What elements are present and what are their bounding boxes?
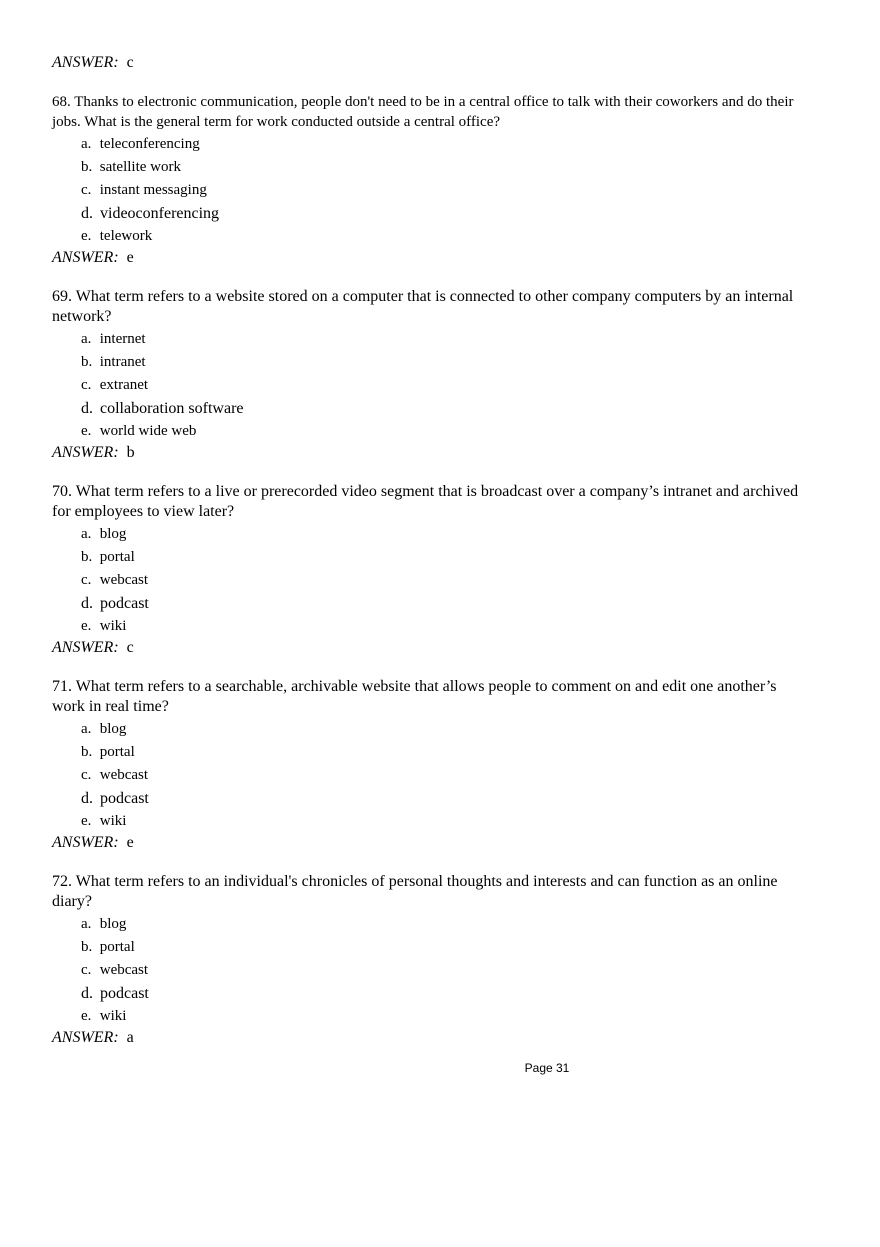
option-letter: c. <box>81 962 92 978</box>
option-b <box>81 741 812 764</box>
option-letter: e. <box>81 1008 92 1024</box>
option-letter: a. <box>81 526 92 542</box>
option-b <box>81 936 812 959</box>
page-number: Page 31 <box>524 1061 570 1075</box>
option-letter: a. <box>81 721 92 737</box>
question-69 <box>52 287 812 463</box>
option-letter: b. <box>81 939 93 955</box>
option-b <box>81 546 812 569</box>
option-letter: b. <box>81 354 93 370</box>
option-text: blog <box>99 721 127 737</box>
answer-value: e <box>126 834 134 851</box>
option-a <box>81 328 812 351</box>
question-71 <box>52 677 812 853</box>
option-letter: d. <box>81 790 93 807</box>
question-68 <box>52 92 812 268</box>
option-text: webcast <box>99 572 149 588</box>
answer-value: c <box>126 54 134 71</box>
question-stem: 71. What term refers to a searchable, archivable website that allows people to comment on and edit one another’s work in real time? <box>52 678 777 715</box>
question-stem: 68. Thanks to electronic communication, people don't need to be in a central office to talk with their coworkers and do their jobs. What is the general term for work conducted outside a central office? <box>52 94 794 130</box>
option-letter: b. <box>81 549 93 565</box>
previous-answer <box>52 53 812 73</box>
question-stem: 70. What term refers to a live or prerecorded video segment that is broadcast over a company’s intranet and archived for employees to view later? <box>52 483 799 520</box>
option-text: webcast <box>99 962 149 978</box>
answer-value: e <box>126 249 134 266</box>
answer-label: ANSWER: <box>52 834 119 851</box>
option-a <box>81 913 812 936</box>
option-text: telework <box>99 228 153 244</box>
option-letter: b. <box>81 744 93 760</box>
option-text: instant messaging <box>99 182 207 198</box>
question-70 <box>52 482 812 658</box>
option-text: blog <box>99 526 127 542</box>
option-e <box>81 420 812 443</box>
option-letter: d. <box>81 400 93 417</box>
option-text: wiki <box>99 813 127 829</box>
option-d <box>81 982 812 1005</box>
option-letter: c. <box>81 182 92 198</box>
option-c <box>81 764 812 787</box>
option-text: satellite work <box>99 159 181 175</box>
question-answer <box>52 833 812 853</box>
option-a <box>81 718 812 741</box>
option-list <box>52 133 812 248</box>
option-text: wiki <box>99 618 127 634</box>
option-letter: e. <box>81 228 92 244</box>
option-text: collaboration software <box>100 400 244 417</box>
answer-label: ANSWER: <box>52 444 119 461</box>
answer-label: ANSWER: <box>52 249 119 266</box>
option-text: extranet <box>99 377 149 393</box>
question-stem: 72. What term refers to an individual's chronicles of personal thoughts and interests and can function as an online diary? <box>52 873 778 910</box>
option-list <box>52 523 812 638</box>
option-d <box>81 592 812 615</box>
option-letter: a. <box>81 136 92 152</box>
option-letter: d. <box>81 985 93 1002</box>
option-letter: e. <box>81 813 92 829</box>
option-a <box>81 133 812 156</box>
option-letter: e. <box>81 423 92 439</box>
answer-label: ANSWER: <box>52 1029 119 1046</box>
question-answer <box>52 248 812 268</box>
answer-value: c <box>126 639 134 656</box>
option-c <box>81 569 812 592</box>
option-text: wiki <box>99 1008 127 1024</box>
option-b <box>81 156 812 179</box>
option-c <box>81 374 812 397</box>
option-letter: a. <box>81 331 92 347</box>
option-b <box>81 351 812 374</box>
option-text: teleconferencing <box>99 136 200 152</box>
question-72 <box>52 872 812 1048</box>
option-c <box>81 959 812 982</box>
option-text: portal <box>99 939 135 955</box>
option-text: podcast <box>100 985 149 1002</box>
option-e <box>81 1005 812 1028</box>
option-text: videoconferencing <box>100 205 220 222</box>
option-list <box>52 718 812 833</box>
option-d <box>81 397 812 420</box>
answer-label: ANSWER: <box>52 54 119 71</box>
option-letter: c. <box>81 572 92 588</box>
option-text: podcast <box>100 790 149 807</box>
option-text: webcast <box>99 767 149 783</box>
answer-label: ANSWER: <box>52 639 119 656</box>
option-text: portal <box>99 549 135 565</box>
option-list <box>52 913 812 1028</box>
option-text: podcast <box>100 595 149 612</box>
option-d <box>81 787 812 810</box>
answer-value: a <box>126 1029 134 1046</box>
option-letter: a. <box>81 916 92 932</box>
question-answer <box>52 443 812 463</box>
question-answer <box>52 1028 812 1048</box>
option-d <box>81 202 812 225</box>
option-letter: e. <box>81 618 92 634</box>
document-page <box>52 53 812 1048</box>
option-text: blog <box>99 916 127 932</box>
option-text: intranet <box>99 354 146 370</box>
option-text: portal <box>99 744 135 760</box>
option-c <box>81 179 812 202</box>
option-list <box>52 328 812 443</box>
option-e <box>81 615 812 638</box>
option-letter: d. <box>81 595 93 612</box>
option-letter: c. <box>81 377 92 393</box>
question-answer <box>52 638 812 658</box>
option-letter: d. <box>81 205 93 222</box>
option-letter: c. <box>81 767 92 783</box>
option-e <box>81 810 812 833</box>
option-text: internet <box>99 331 146 347</box>
option-text: world wide web <box>99 423 197 439</box>
answer-value: b <box>126 444 135 461</box>
question-stem: 69. What term refers to a website stored on a computer that is connected to other company computers by an internal network? <box>52 288 794 325</box>
option-letter: b. <box>81 159 93 175</box>
option-a <box>81 523 812 546</box>
option-e <box>81 225 812 248</box>
